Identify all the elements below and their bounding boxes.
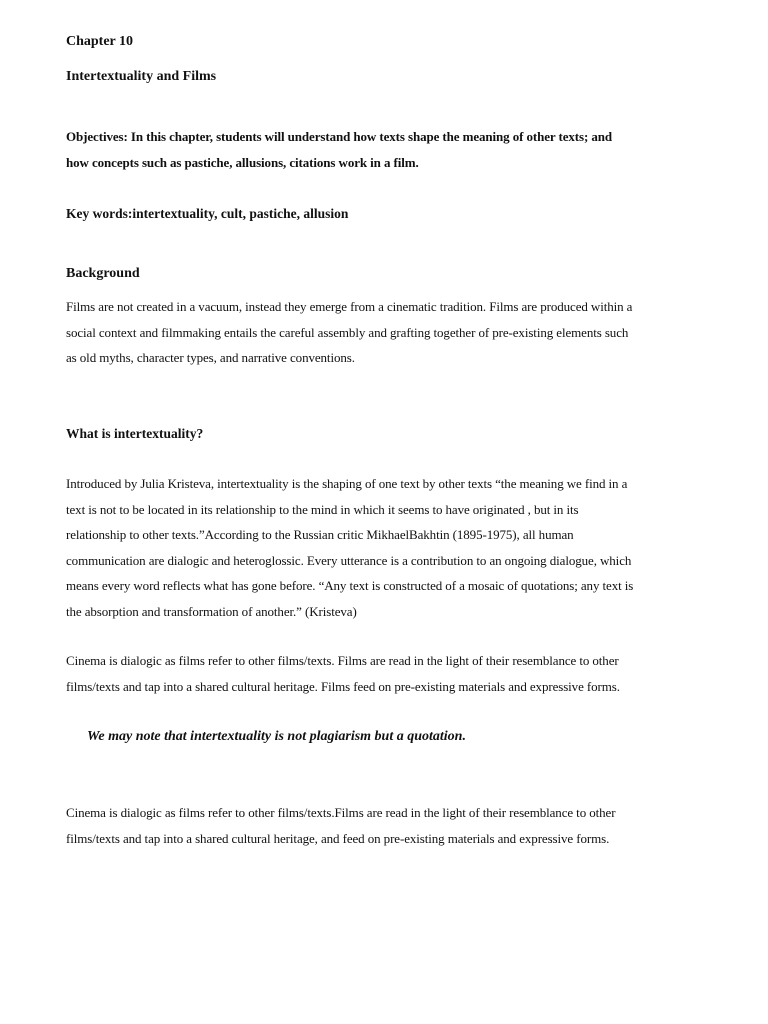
background-line: as old myths, character types, and narrative conventions. xyxy=(66,350,355,365)
quote-callout: We may note that intertextuality is not plagiarism but a quotation. xyxy=(87,729,466,744)
cinema-line: films/texts and tap into a shared cultural heritage. Films feed on pre-existing materials and expressive forms. xyxy=(66,678,620,694)
cinema-line: Cinema is dialogic as films refer to other films/texts. Films are read in the light of their resemblance to other xyxy=(66,653,619,668)
cinema-paragraph-2 xyxy=(66,800,615,851)
intertextuality-line: the absorption and transformation of another.” (Kristeva) xyxy=(66,603,357,619)
background-paragraph xyxy=(66,294,632,371)
chapter-number: Chapter 10 xyxy=(66,34,134,49)
cinema-paragraph-1 xyxy=(66,648,620,699)
intertextuality-line: relationship to other texts.”According to the Russian critic MikhaelBakhtin (1895-1975), all human xyxy=(66,527,574,542)
intertextuality-line: communication are dialogic and heteroglossic. Every utterance is a contribution to an ongoing dialogue, which xyxy=(66,552,632,568)
intertextuality-line: means every word reflects what has gone before. “Any text is constructed of a mosaic of quotations; any text is xyxy=(66,578,634,593)
objectives-line: how concepts such as pastiche, allusions, citations work in a film. xyxy=(66,154,419,170)
objectives-line: Objectives: In this chapter, students will understand how texts shape the meaning of other texts; and xyxy=(66,129,613,144)
keywords-line: Key words:intertextuality, cult, pastiche, allusion xyxy=(66,206,349,221)
background-heading: Background xyxy=(66,266,140,281)
intertextuality-line: Introduced by Julia Kristeva, intertextuality is the shaping of one text by other texts “the meaning we find in a xyxy=(66,476,628,491)
cinema-line: films/texts and tap into a shared cultural heritage, and feed on pre-existing materials and expressive forms. xyxy=(66,830,610,846)
background-line: social context and filmmaking entails the careful assembly and grafting together of pre-existing elements such xyxy=(66,324,629,340)
chapter-title: Intertextuality and Films xyxy=(66,69,217,84)
cinema-line: Cinema is dialogic as films refer to other films/texts.Films are read in the light of their resemblance to other xyxy=(66,805,616,820)
intertextuality-line: text is not to be located in its relationship to the mind in which it seems to have originated , but in its xyxy=(66,501,579,517)
intertextuality-paragraph xyxy=(66,471,633,624)
background-line: Films are not created in a vacuum, instead they emerge from a cinematic tradition. Films are produced within a xyxy=(66,299,633,314)
objectives-paragraph xyxy=(66,124,612,175)
intertextuality-heading: What is intertextuality? xyxy=(66,426,204,441)
